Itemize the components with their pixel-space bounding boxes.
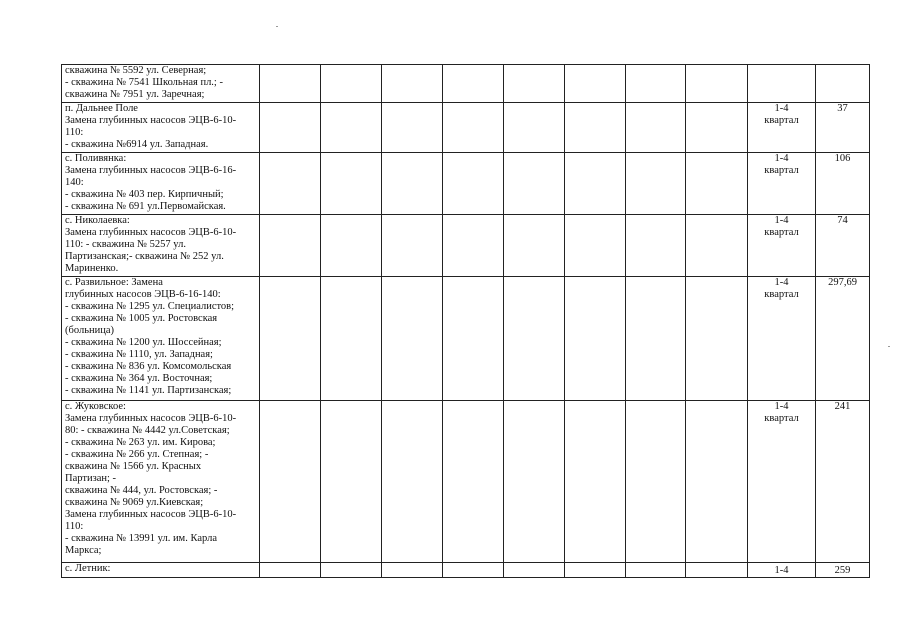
empty-cell [443,277,504,401]
work-description-cell [62,277,260,401]
description-line: - скважина № 364 ул. Восточная; [65,373,213,384]
table-row [62,215,870,277]
period-text: 1-4 [774,215,789,226]
empty-cell [382,65,443,103]
empty-cell [565,65,626,103]
description-line: скважина № 5592 ул. Северная; [65,65,207,76]
empty-cell [443,401,504,563]
empty-cell [504,215,565,277]
empty-cell [443,563,504,578]
amount-cell: 241 [816,401,870,563]
empty-cell [260,215,321,277]
empty-cell [321,563,382,578]
description-line: Партизанская;- скважина № 252 ул. [65,251,224,262]
empty-cell [626,153,686,215]
empty-cell [565,103,626,153]
empty-cell [382,563,443,578]
description-line: 110: [65,127,84,138]
empty-cell [686,103,748,153]
period-text: квартал [764,165,799,176]
empty-cell [260,277,321,401]
empty-cell [626,65,686,103]
description-line: - скважина № 7541 Школьная пл.; - [65,77,223,88]
period-text: 1-4 [774,103,789,114]
period-text: 1-4 [774,401,789,412]
description-line: - скважина № 1141 ул. Партизанская; [65,385,232,396]
table-row [62,153,870,215]
empty-cell [686,401,748,563]
empty-cell [443,103,504,153]
empty-cell [565,401,626,563]
period-text: 1-4 [774,153,789,164]
description-line: - скважина № 266 ул. Степная; - [65,449,209,460]
description-line: Замена глубинных насосов ЭЦВ-6-16- [65,165,237,176]
description-line: с. Летник: [65,563,111,574]
work-description-cell [62,401,260,563]
amount-cell: 297,69 [816,277,870,401]
amount-cell: 37 [816,103,870,153]
empty-cell [260,103,321,153]
description-line: - скважина №6914 ул. Западная. [65,139,209,150]
work-description-cell [62,103,260,153]
description-line: - скважина № 13991 ул. им. Карла [65,533,217,544]
description-line: Мариненко. [65,263,119,274]
description-line: Партизан; - [65,473,117,484]
works-table [61,64,870,578]
description-line: Замена глубинных насосов ЭЦВ-6-10- [65,509,237,520]
empty-cell [504,153,565,215]
empty-cell [626,215,686,277]
empty-cell [565,277,626,401]
empty-cell [626,563,686,578]
description-line: скважина № 444, ул. Ростовская; - [65,485,218,496]
description-line: (больница) [65,325,114,336]
period-text: квартал [764,413,799,424]
period-cell [748,401,816,563]
period-cell [748,563,816,578]
description-line: - скважина № 1295 ул. Специалистов; [65,301,235,312]
empty-cell [565,563,626,578]
description-line: 140: [65,177,84,188]
empty-cell [686,277,748,401]
empty-cell [382,401,443,563]
work-description-cell [62,153,260,215]
empty-cell [686,563,748,578]
period-cell [748,65,816,103]
empty-cell [504,65,565,103]
description-line: - скважина № 403 пер. Кирпичный; [65,189,224,200]
empty-cell [260,401,321,563]
description-line: 110: - скважина № 5257 ул. [65,239,186,250]
empty-cell [382,153,443,215]
empty-cell [443,215,504,277]
period-text: 1-4 [774,565,789,576]
empty-cell [321,103,382,153]
empty-cell [321,65,382,103]
empty-cell [382,277,443,401]
table-row [62,103,870,153]
empty-cell [504,103,565,153]
description-line: скважина № 1566 ул. Красных [65,461,202,472]
empty-cell [626,401,686,563]
empty-cell [504,401,565,563]
period-cell [748,277,816,401]
empty-cell [504,563,565,578]
empty-cell [686,65,748,103]
description-line: Замена глубинных насосов ЭЦВ-6-10- [65,227,237,238]
empty-cell [686,215,748,277]
description-line: 80: - скважина № 4442 ул.Советская; [65,425,230,436]
description-line: - скважина № 1110, ул. Западная; [65,349,213,360]
empty-cell [321,153,382,215]
description-line: - скважина № 836 ул. Комсомольская [65,361,232,372]
empty-cell [260,65,321,103]
table-row [62,65,870,103]
empty-cell [321,401,382,563]
description-line: с. Николаевка: [65,215,130,226]
period-text: квартал [764,227,799,238]
description-line: Маркса; [65,545,102,556]
description-line: глубинных насосов ЭЦВ-6-16-140: [65,289,221,300]
description-line: - скважина № 1005 ул. Ростовская [65,313,218,324]
empty-cell [565,215,626,277]
description-line: с. Развильное: Замена [65,277,163,288]
description-line: - скважина № 691 ул.Первомайская. [65,201,226,212]
period-text: квартал [764,289,799,300]
description-line: с. Жуковское: [65,401,126,412]
amount-cell: 106 [816,153,870,215]
period-cell [748,103,816,153]
empty-cell [260,563,321,578]
empty-cell [504,277,565,401]
amount-cell [816,65,870,103]
table-row [62,563,870,578]
period-text: квартал [764,115,799,126]
description-line: п. Дальнее Поле [65,103,138,114]
description-line: скважина № 7951 ул. Заречная; [65,89,205,100]
empty-cell [382,215,443,277]
empty-cell [321,215,382,277]
work-description-cell [62,65,260,103]
period-cell [748,215,816,277]
empty-cell [565,153,626,215]
empty-cell [686,153,748,215]
empty-cell [626,277,686,401]
table-row [62,277,870,401]
table-row [62,401,870,563]
empty-cell [443,153,504,215]
scan-speck [276,26,278,27]
amount-cell: 74 [816,215,870,277]
period-text: 1-4 [774,277,789,288]
description-line: Замена глубинных насосов ЭЦВ-6-10- [65,413,237,424]
empty-cell [321,277,382,401]
empty-cell [626,103,686,153]
description-line: скважина № 9069 ул.Киевская; [65,497,204,508]
empty-cell [382,103,443,153]
description-line: - скважина № 263 ул. им. Кирова; [65,437,216,448]
work-description-cell [62,215,260,277]
description-line: Замена глубинных насосов ЭЦВ-6-10- [65,115,237,126]
description-line: - скважина № 1200 ул. Шоссейная; [65,337,222,348]
period-cell [748,153,816,215]
scan-speck [888,346,890,347]
empty-cell [260,153,321,215]
work-description-cell [62,563,260,578]
description-line: с. Поливянка: [65,153,127,164]
description-line: 110: [65,521,84,532]
empty-cell [443,65,504,103]
amount-cell: 259 [816,563,870,578]
